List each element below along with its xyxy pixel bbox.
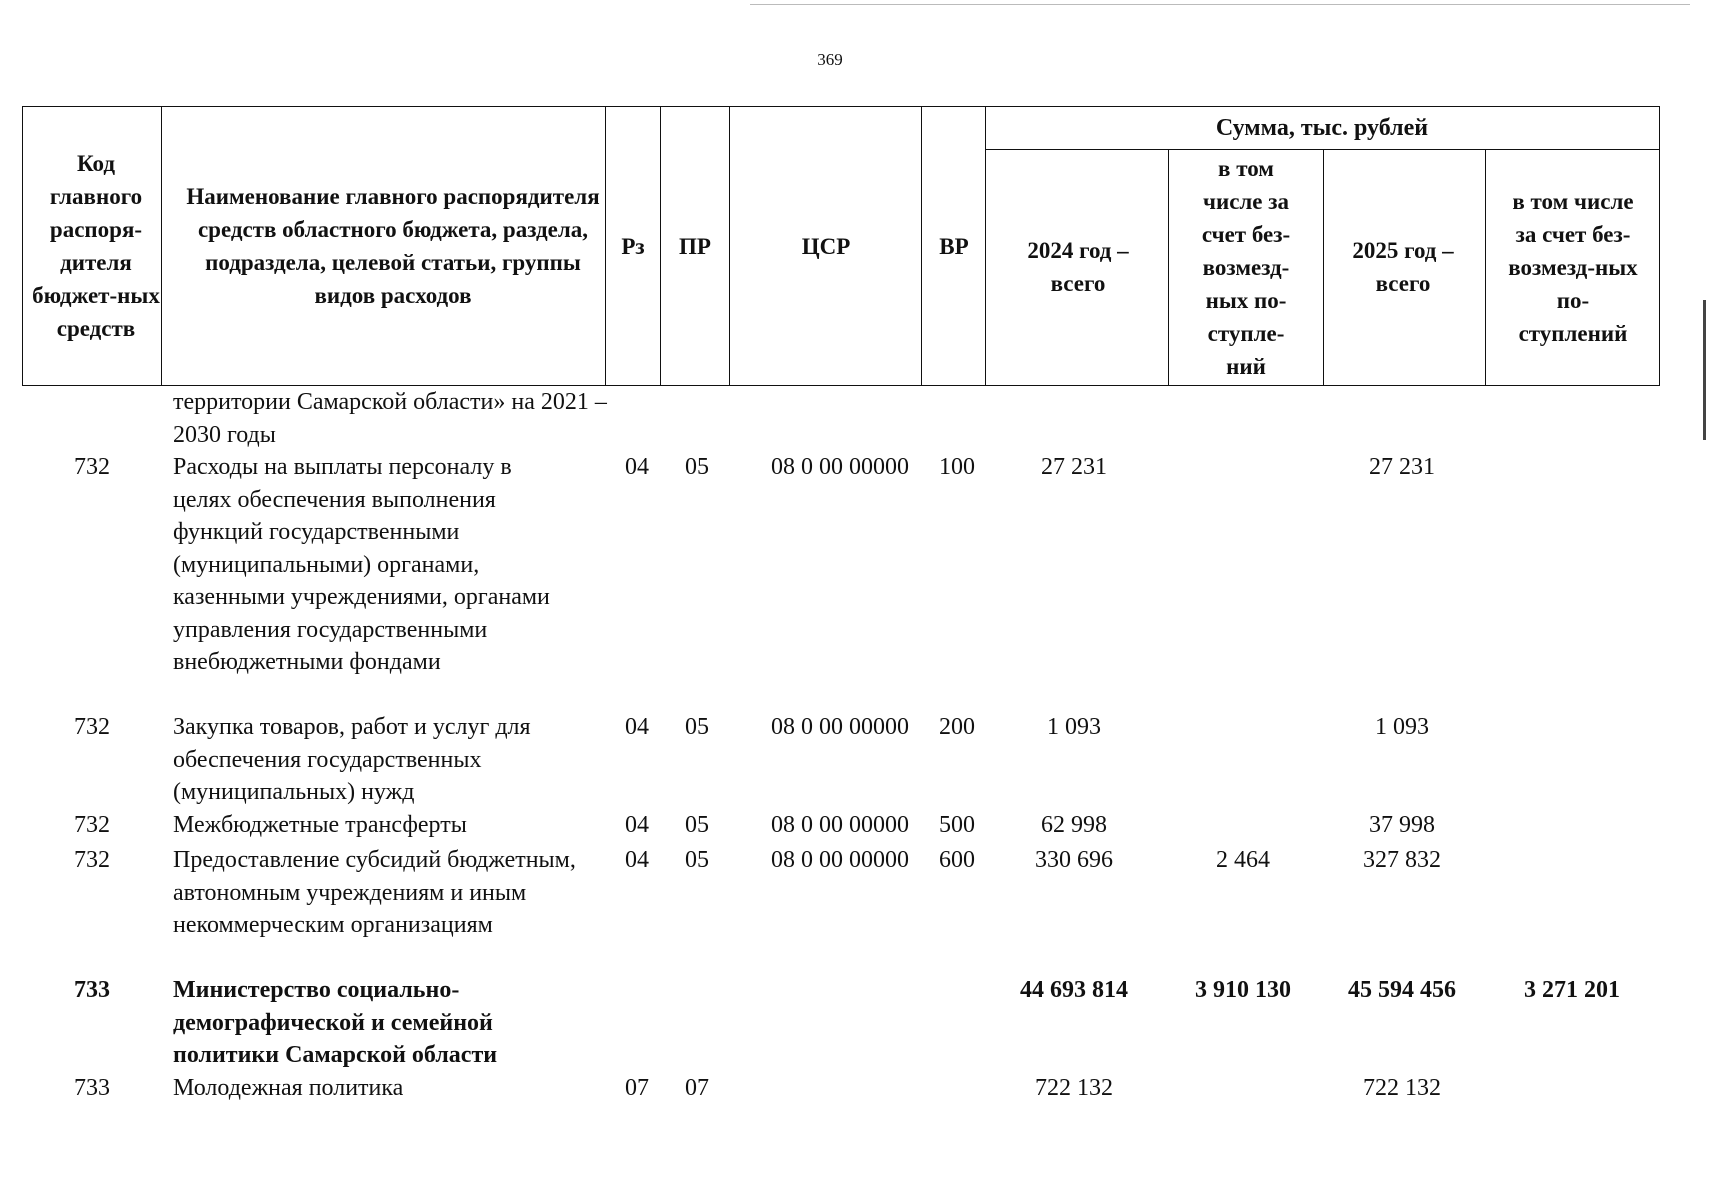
table-header bbox=[22, 106, 1660, 386]
cell-rz: 07 bbox=[625, 1075, 649, 1101]
cell-vr: 600 bbox=[939, 847, 975, 873]
cell-csr: 08 0 00 00000 bbox=[771, 454, 909, 480]
cell-kod: 732 bbox=[74, 812, 110, 838]
cell-csr: 08 0 00 00000 bbox=[771, 714, 909, 740]
cell-name: Межбюджетные трансферты bbox=[173, 812, 467, 838]
cell-rz: 04 bbox=[625, 847, 649, 873]
cell-name: Предоставление субсидий бюджетным, автономным учреждениям и иным некоммерческим организациям bbox=[173, 847, 576, 938]
header-divider bbox=[729, 107, 730, 385]
header-vr: ВР bbox=[939, 233, 969, 259]
cell-2024-bezvozmezd: 3 910 130 bbox=[1195, 977, 1291, 1003]
header-csr: ЦСР bbox=[801, 233, 851, 259]
cell-2025-total: 45 594 456 bbox=[1348, 977, 1456, 1003]
header-divider bbox=[1485, 149, 1486, 385]
cell-name: Министерство социально-демографической и семейной политики Самарской области bbox=[173, 977, 498, 1068]
header-divider bbox=[660, 107, 661, 385]
cell-pr: 07 bbox=[685, 1075, 709, 1101]
cell-2024-total: 722 132 bbox=[1035, 1075, 1113, 1101]
cell-pr: 05 bbox=[685, 714, 709, 740]
cell-pr: 05 bbox=[685, 812, 709, 838]
cell-pr: 05 bbox=[685, 454, 709, 480]
cell-pr: 05 bbox=[685, 847, 709, 873]
header-pr: ПР bbox=[679, 233, 711, 259]
cell-kod: 732 bbox=[74, 847, 110, 873]
cell-2024-total: 330 696 bbox=[1035, 847, 1113, 873]
cell-2024-bezvozmezd: 2 464 bbox=[1216, 847, 1270, 873]
cell-vr: 500 bbox=[939, 812, 975, 838]
cell-name: Расходы на выплаты персоналу в целях обеспечения выполнения функций государственными (муниципальными) органами, казенными учреждениями, органами управления государственными внебюджетными фондами bbox=[173, 454, 550, 675]
header-divider bbox=[921, 107, 922, 385]
cell-kod: 733 bbox=[74, 977, 110, 1003]
header-divider bbox=[1323, 149, 1324, 385]
header-name: Наименование главного распорядителя средств областного бюджета, раздела, подраздела, целевой статьи, группы видов расходов bbox=[186, 184, 600, 308]
cell-2025-total: 37 998 bbox=[1369, 812, 1435, 838]
cell-rz: 04 bbox=[625, 812, 649, 838]
header-2025-total: 2025 год – всего bbox=[1352, 238, 1454, 296]
scan-artifact-top bbox=[750, 4, 1690, 5]
cell-2024-total: 44 693 814 bbox=[1020, 977, 1128, 1003]
header-kod: Код главного распоря-дителя бюджет-ных средств bbox=[32, 151, 160, 341]
cell-name: Молодежная политика bbox=[173, 1075, 404, 1101]
cell-2025-total: 327 832 bbox=[1363, 847, 1441, 873]
cell-2024-total: 27 231 bbox=[1041, 454, 1107, 480]
cell-2025-total: 27 231 bbox=[1369, 454, 1435, 480]
scan-artifact-margin bbox=[1703, 300, 1706, 440]
cell-vr: 200 bbox=[939, 714, 975, 740]
cell-vr: 100 bbox=[939, 454, 975, 480]
header-divider bbox=[605, 107, 606, 385]
cell-rz: 04 bbox=[625, 714, 649, 740]
cell-name: территории Самарской области» на 2021 – 2030 годы bbox=[173, 389, 607, 448]
cell-kod: 732 bbox=[74, 454, 110, 480]
cell-2024-total: 62 998 bbox=[1041, 812, 1107, 838]
cell-2025-total: 722 132 bbox=[1363, 1075, 1441, 1101]
cell-csr: 08 0 00 00000 bbox=[771, 847, 909, 873]
page-number: 369 bbox=[817, 50, 843, 69]
cell-kod: 732 bbox=[74, 714, 110, 740]
header-2024-total: 2024 год – всего bbox=[1027, 238, 1129, 296]
header-rz: Рз bbox=[621, 233, 645, 259]
cell-2025-total: 1 093 bbox=[1375, 714, 1429, 740]
header-2025-bezvozmezd: в том числе за счет без-возмезд-ных по-ступлений bbox=[1508, 188, 1638, 346]
header-divider bbox=[161, 107, 162, 385]
cell-kod: 733 bbox=[74, 1075, 110, 1101]
header-divider bbox=[1168, 149, 1169, 385]
cell-2024-total: 1 093 bbox=[1047, 714, 1101, 740]
cell-2025-bezvozmezd: 3 271 201 bbox=[1524, 977, 1620, 1003]
cell-csr: 08 0 00 00000 bbox=[771, 812, 909, 838]
cell-rz: 04 bbox=[625, 454, 649, 480]
cell-name: Закупка товаров, работ и услуг для обеспечения государственных (муниципальных) нужд bbox=[173, 714, 531, 805]
header-2024-bezvozmezd: в том числе за счет без-возмезд-ных по-ступле-ний bbox=[1201, 155, 1291, 379]
header-sum-title: Сумма, тыс. рублей bbox=[1215, 114, 1429, 141]
